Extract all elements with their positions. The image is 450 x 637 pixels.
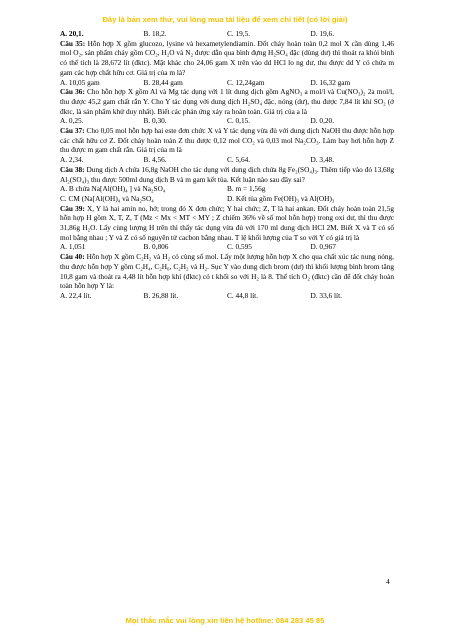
answer-option-b: B. 26,88 lít. [143, 290, 179, 300]
answer-option-b: B. 0,806 [143, 242, 169, 252]
hotline-footer-banner: Mọi thắc mắc vui lòng xin liên hệ hotline: 084 283 45 85 [125, 616, 325, 625]
answer-option-c: C. 19,5. [227, 29, 251, 38]
question-37-answers [60, 155, 394, 165]
question-39-answers [60, 242, 394, 252]
question-label: Câu 35: [60, 38, 86, 48]
answer-option-d: D. 33,6 lít. [310, 290, 342, 300]
question-39 [60, 204, 394, 243]
answer-option-a: A. 0,25. [60, 116, 84, 126]
answer-option-d: D. 16,32 gam [310, 77, 351, 87]
question-35-answers [60, 78, 394, 88]
answer-option-c: C. 0,595 [227, 242, 252, 252]
question-38-answers-row-1 [60, 184, 394, 194]
answer-option-b: B. 18,2. [143, 29, 167, 38]
question-label: Câu 36: [60, 87, 85, 97]
answer-option-a: A. 22,4 lít. [60, 290, 92, 300]
question-text: Dung dịch A chứa 16,8g NaOH cho tác dụng với dung dịch chứa 8g Fe₂(SO₄)₃. Thêm tiếp vào đó 13,68g Al₂(SO₄)₃ thu được 500ml dung dịch B và m gam kết tủa. Kết luận nào sau đây sai? [60, 164, 394, 184]
answer-option-b: B. m = 1,56g [227, 184, 266, 194]
question-38 [60, 165, 394, 184]
preview-notice-banner: Đây là bản xem thử, vui lòng mua tài liệu để xem chi tiết (có lời giải) [102, 15, 348, 24]
question-40-answers [60, 291, 394, 301]
answer-option-c: C. 44,8 lít. [227, 290, 259, 300]
question-text: Cho hỗn hợp X gồm Al và Mg tác dụng với 1 lít dung dịch gồm AgNO₃ a mol/l và Cu(NO₃)₂ 2a mol/l, thu được 45,2 gam chất rắn Y. Cho Y tác dụng với dung dịch H₂SO₄ đặc, nóng (dư), thu được 7,84 lít khí SO₂ (ở đktc, là sản phẩm khử duy nhất). Biết các phản ứng xảy ra hoàn toàn. Giá trị của a là [60, 87, 394, 116]
question-text: Hỗn hợp X gồm glucozo, lysine và hexametylendiamin. Đốt cháy hoàn toàn 0,2 mol X cần dùng 1,46 mol O₂, sản phẩm cháy gồm CO₂, H₂O và N₂ được dẫn qua bình đựng H₂SO₄ đặc (dùng dư) thì thoát ra khỏi bình có thể tích là 28,672 lít (đktc). Mặt khác cho 24,06 gam X trên vào dd HCl lo ng dư, thu được dd Y có chứa m gam các hợp chất hữu cơ. Giá trị của m là? [60, 38, 395, 77]
answer-option-d: D. 0,20. [310, 116, 335, 126]
question-35 [60, 39, 394, 78]
question-36 [60, 87, 394, 116]
question-40 [60, 252, 394, 291]
exam-page-content [60, 29, 394, 301]
answer-option-c: C. 12,24gam [227, 77, 265, 87]
page-number: 4 [386, 577, 390, 586]
question-label: Câu 38: [60, 164, 85, 174]
answer-option-b: B. 4,56. [143, 155, 167, 165]
question-text: Hỗn hợp X gồm C₂H₂ và H₂ có cùng số mol. Lấy một lượng hỗn hợp X cho qua chất xúc tác nung nóng, thu được hỗn hợp Y gồm C₂H₄, C₂H₆, C₂H₂ và H₂. Sục Y vào dung dịch brom (dư) thì khối lượng bình brom tăng 10,8 gam và thoát ra 4,48 lít hỗn hợp khí (đktc) có t khối so với H₂ là 8. Thể tích O₂ (đktc) cần để đốt cháy hoàn toàn hỗn hợp Y là: [60, 252, 395, 291]
answer-option-c: C. 0,15. [227, 116, 251, 126]
question-label: Câu 39: [60, 203, 85, 213]
question-38-answers-row-2 [60, 194, 394, 204]
answer-option-a: A. 10,05 gam [60, 77, 100, 87]
answer-option-c: C. CM (Na[Al(OH)₄ và Na₂SO₄ [60, 193, 154, 203]
question-36-answers [60, 116, 394, 126]
question-label: Câu 37: [60, 126, 85, 136]
answer-option-d: D. 0,967 [310, 242, 336, 252]
answer-option-d: D. Kết tủa gồm Fe(OH)₃ và Al(OH)₃ [227, 193, 335, 203]
answer-option-a: A. 1,051 [60, 242, 86, 252]
question-text: X, Y là hai amin no, hở; trong đó X đơn chức; Y hai chức; Z, T là hai ankan. Đốt cháy hoàn toàn 21,5g hỗn hợp H gồm X, T, Z, T (Mz < Mx < MT < MY ; Z chiếm 36% về số mol hỗn hợp) trong oxi dư, thì thu được 31,86g H₂O. Lấy cùng lượng H trên thì thấy tác dụng vừa đủ với 170 ml dung dịch HCl 2M. Biết X và T có số mol bằng nhau ; Y và Z có số nguyên tử cacbon bằng nhau. T lệ khối lượng của T so với Y có giá trị là [60, 203, 395, 242]
previous-question-answers [60, 29, 394, 39]
answer-option-a: A. 2,34. [60, 155, 84, 165]
question-label: Câu 40: [60, 252, 85, 262]
answer-option-b: B. 0,30. [143, 116, 167, 126]
answer-option-c: C. 5,64. [227, 155, 251, 165]
question-37 [60, 126, 394, 155]
question-text: Cho 0,05 mol hỗn hợp hai este đơn chức X và Y tác dụng vừa đủ với dung dịch NaOH thu được hỗn hợp các chất hữu cơ Z. Đốt cháy hoàn toàn Z thu được 0,12 mol CO₂ và 0,03 mol Na₂CO₃. Làm bay hơi hỗn hợp Z thu được m gam chất rắn. Giá trị của m là [60, 126, 394, 155]
answer-option-a: A. B chứa Na[Al(OH)₄ ] và Na₂SO₄ [60, 184, 166, 194]
answer-option-b: B. 28,44 gam [143, 77, 183, 87]
answer-option-a: A. 20,1. [60, 29, 84, 38]
answer-option-d: D. 19,6. [310, 29, 335, 38]
answer-option-d: D. 3,48. [310, 155, 335, 165]
